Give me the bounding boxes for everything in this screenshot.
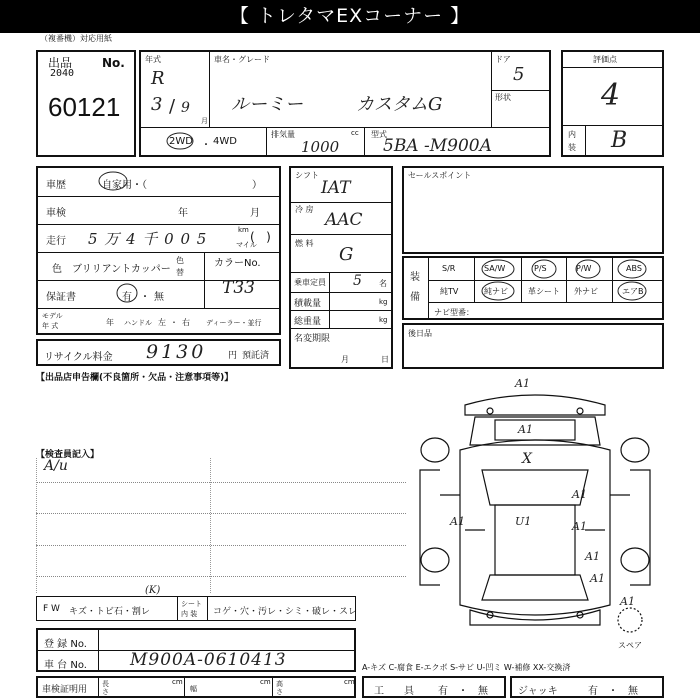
- displacement-label: 排気量: [271, 130, 295, 139]
- grade-box: [561, 50, 664, 157]
- drive-separator: ・: [201, 140, 211, 151]
- fuel-value: G: [339, 244, 354, 265]
- damage-mark-right-quarter: A1: [590, 572, 605, 585]
- ac-label: 冷 房: [295, 205, 314, 214]
- color-label: 色: [52, 264, 62, 275]
- equipment-label: 装備: [410, 272, 420, 303]
- fw-seat-row: [36, 585, 358, 621]
- equip-abs: ABS: [626, 264, 642, 273]
- seat-label-2: 内 装: [181, 610, 198, 618]
- damage-mark-roof: U1: [515, 515, 532, 528]
- change-day: 日: [381, 355, 389, 364]
- damage-mark-windshield: X: [522, 451, 532, 467]
- cert-width-unit: cm: [260, 678, 271, 686]
- chassis-label: 車 台 No.: [44, 660, 87, 671]
- handle-label: ハンドル: [124, 319, 152, 327]
- recycle-value: 9130: [146, 341, 207, 363]
- car-damage-diagram: [410, 375, 660, 650]
- spare-label: スペア: [618, 641, 642, 650]
- cert-length: 長さ: [102, 680, 109, 696]
- registration-box: [36, 628, 356, 672]
- displacement-value: 1000: [301, 138, 340, 156]
- jack-no: 無: [628, 686, 638, 697]
- equipment-box: [402, 256, 664, 320]
- history-label: 車歴: [46, 180, 66, 191]
- history-value: 自家用・（: [102, 180, 147, 191]
- history-box: 車歴 自家用・（ ） 車検 年 月 走行 5 万 4 千 0 0 5 km マイル ( ) 色 ブリリアントカッパー 色 替 カラーNo. T33 保証書 有 ・ 無 モデル 年 式 年 ハンドル 左 ・ 右 ディーラー・並行: [36, 166, 281, 335]
- drive-2wd-circle: [165, 132, 195, 150]
- cert-length-unit: cm: [172, 678, 183, 686]
- interior-label-2: 装: [568, 143, 576, 152]
- sales-box: [402, 166, 664, 254]
- door-value: 5: [513, 64, 525, 85]
- model-value: 5BA -M900A: [383, 136, 492, 156]
- inspection-month: 月: [250, 208, 260, 219]
- damage-mark-left-door: A1: [450, 515, 465, 528]
- after-items-box: [402, 323, 664, 369]
- cert-width: 幅: [190, 685, 197, 693]
- mileage-value: 5 万 4 千 0 0 5: [88, 230, 208, 248]
- after-items-label: 後日品: [408, 329, 432, 338]
- damage-mark-right-front: A1: [572, 488, 587, 501]
- mileage-label: 走行: [46, 236, 66, 247]
- color-change-1: 色: [176, 256, 184, 265]
- mileage-unit-km: km: [238, 226, 249, 234]
- jack-box: ジャッキ 有 ・ 無: [510, 676, 664, 698]
- handle-left: 左: [158, 318, 166, 327]
- handle-right: 右: [182, 318, 190, 327]
- year-label: 年式: [145, 55, 161, 64]
- grade-value: 4: [601, 78, 621, 113]
- load-label: 積載量: [294, 299, 322, 309]
- equip-ps: P/S: [534, 264, 547, 273]
- weight-unit: kg: [379, 316, 388, 324]
- inspection-label: 車検: [46, 208, 66, 219]
- fw-label: F W: [43, 604, 60, 614]
- model-label: 型式: [371, 130, 387, 139]
- form-note: （複番機）対応用紙: [40, 34, 112, 43]
- drive-2wd: 2WD: [169, 136, 193, 147]
- warranty-circle: [116, 283, 138, 303]
- capacity-value: 5: [353, 273, 362, 289]
- registration-label: 登 録 No.: [44, 639, 87, 650]
- banner-title: 【 トレタマEXコーナー 】: [0, 0, 700, 33]
- ac-value: AAC: [325, 210, 363, 230]
- equip-airbag: エアB: [622, 287, 644, 296]
- tools-label: 工 具: [374, 686, 414, 697]
- tools-box: 工 具 有 ・ 無: [362, 676, 506, 698]
- year-era: R: [151, 68, 165, 89]
- color-value: ブリリアントカッパー: [72, 264, 171, 275]
- car-name: ルーミー: [231, 94, 303, 115]
- history-circle: [98, 171, 128, 191]
- damage-mark-hood: A1: [518, 423, 533, 436]
- name-label: 車名・グレード: [214, 55, 270, 64]
- damage-mark-front-bumper: A1: [515, 377, 530, 390]
- interior-label-1: 内: [568, 130, 576, 139]
- recycle-deposit: 預託済: [242, 351, 270, 361]
- equip-leather: 革シート: [528, 287, 560, 296]
- lot-sub-number: 2040: [50, 68, 75, 79]
- damage-mark-right-door: A1: [572, 520, 587, 533]
- mileage-unit-mile: マイル: [236, 241, 257, 249]
- shift-label: シフト: [295, 171, 319, 180]
- shift-value: IAT: [321, 178, 351, 198]
- model-year-unit: 年: [106, 318, 114, 327]
- weight-label: 総重量: [294, 317, 322, 327]
- load-unit: kg: [379, 298, 388, 306]
- month-value: 9: [181, 100, 190, 116]
- fw-items: キズ・トビ石・割レ: [69, 607, 150, 617]
- equip-pw: P/W: [576, 264, 592, 273]
- model-year-label: モデル: [42, 312, 63, 320]
- warranty-no: 無: [154, 292, 164, 303]
- equip-saw: SA/W: [484, 264, 506, 273]
- lot-number: 60121: [48, 92, 121, 122]
- vehicle-box: 年式 R 3 / 9 月 車名・グレード ルーミー カスタムG ドア 5 形状 2WD ・ 4WD 排気量 cc 1000 型式 5BA -M900A: [139, 50, 551, 157]
- dealer-label: ディーラー・並行: [206, 319, 262, 327]
- year-value: 3: [151, 94, 163, 115]
- recycle-unit: 円: [228, 351, 238, 361]
- damage-legend: A-キズ C-腐食 E-エクボ S-サビ U-凹ミ W-補修 XX-交換済: [362, 663, 571, 672]
- lot-label: 出品: [48, 56, 73, 70]
- cert-height: 高さ: [276, 680, 283, 696]
- seat-items: コゲ・穴・汚レ・シミ・破レ・スレ: [213, 607, 358, 617]
- model-year-label-2: 年 式: [42, 322, 59, 330]
- capacity-label: 乗車定員: [294, 278, 326, 287]
- seller-note-label: 【出品店申告欄(不良箇所・欠品・注意事項等)】: [36, 373, 234, 383]
- interior-value: B: [611, 128, 628, 153]
- cert-box: [36, 676, 356, 698]
- seat-label-1: シート: [181, 600, 202, 608]
- sales-label: セールスポイント: [408, 171, 472, 180]
- recycle-box: [36, 339, 281, 366]
- lot-no-label: No.: [102, 56, 125, 70]
- shape-label: 形状: [495, 93, 511, 102]
- inspection-year: 年: [178, 208, 188, 219]
- tools-yes: 有: [438, 686, 448, 697]
- inspector-note: A/u: [44, 458, 68, 474]
- equipment-check-circles: [476, 258, 666, 302]
- displacement-unit: cc: [351, 129, 359, 137]
- equip-tv: 純TV: [440, 287, 459, 296]
- capacity-unit: 名: [379, 279, 387, 288]
- warranty-yes: 有: [122, 292, 132, 303]
- recycle-label: リサイクル料金: [44, 352, 113, 363]
- equip-ext-navi: 外ナビ: [574, 287, 598, 296]
- tools-no: 無: [478, 686, 488, 697]
- jack-yes: 有: [588, 686, 598, 697]
- change-label: 名変期限: [294, 334, 331, 344]
- navi-model-label: ナビ型番：: [434, 308, 474, 317]
- warranty-label: 保証書: [46, 292, 76, 303]
- color-code-value: T33: [222, 278, 255, 298]
- jack-label: ジャッキ: [518, 686, 558, 697]
- cert-label: 車検証明用: [42, 685, 88, 695]
- history-close: ）: [252, 180, 262, 191]
- change-month: 月: [341, 355, 349, 364]
- lot-box: [36, 50, 136, 157]
- spec-box: [289, 166, 393, 369]
- inspector-label: 【検査員記入】: [36, 450, 100, 460]
- drive-4wd: 4WD: [213, 136, 237, 147]
- damage-mark-right-rear: A1: [585, 550, 600, 563]
- chassis-value: M900A-0610413: [130, 650, 287, 670]
- color-code-label: カラーNo.: [214, 258, 261, 269]
- fw-check: (K): [145, 585, 161, 596]
- door-label: ドア: [495, 55, 511, 64]
- equip-sr: S/R: [442, 264, 456, 273]
- fuel-label: 燃 料: [295, 239, 314, 248]
- equip-navi: 純ナビ: [484, 287, 508, 296]
- cert-height-unit: cm: [344, 678, 355, 686]
- grade-label: 評価点: [593, 55, 617, 64]
- color-change-2: 替: [176, 268, 184, 277]
- damage-mark-rear: A1: [620, 595, 635, 608]
- month-unit: 月: [201, 117, 208, 125]
- car-grade: カスタムG: [356, 94, 443, 115]
